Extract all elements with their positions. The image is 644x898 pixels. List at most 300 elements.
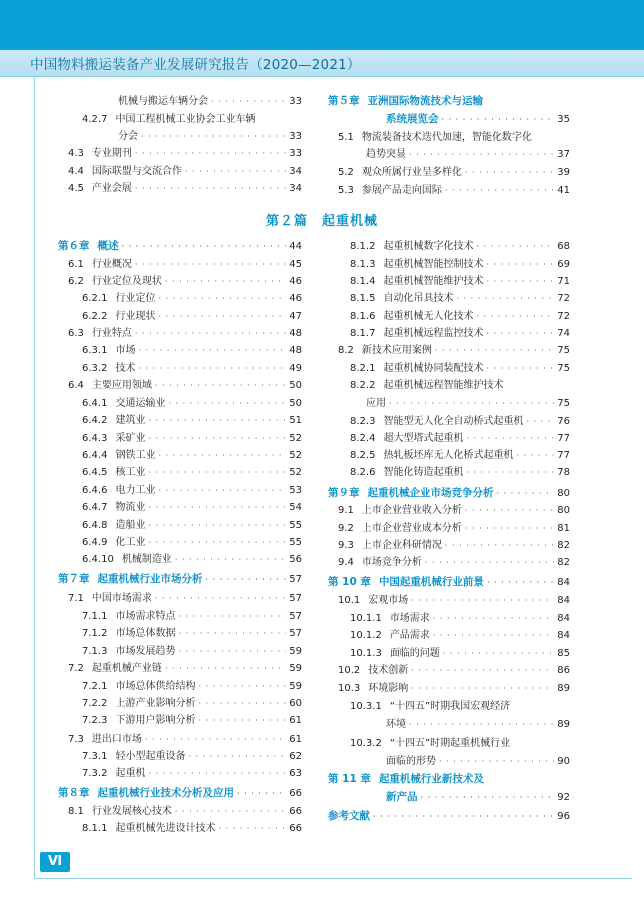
toc-entry (82, 432, 302, 445)
toc-entry-number: 6.4.2 (82, 415, 108, 426)
toc-entry-title: 参展产品走向国际 (361, 185, 442, 196)
toc-page-number: 75 (557, 398, 570, 409)
toc-dot-leader (411, 682, 554, 695)
toc-entry-title: 技术 (115, 363, 136, 374)
toc-page-number: 96 (557, 811, 570, 822)
toc-entry-title: 系统展览会 (386, 113, 439, 125)
toc-page-number: 89 (557, 683, 570, 694)
toc-entry-title: 专业期刊 (91, 148, 132, 159)
toc-entry-number: 6.3.1 (82, 345, 108, 356)
toc-entry-number: 8.1.3 (350, 259, 376, 270)
toc-entry-number: 6.4.6 (82, 485, 108, 496)
toc-chapter-entry (58, 240, 302, 253)
toc-dot-leader (237, 787, 286, 800)
toc-entry-number: 4.3 (68, 148, 84, 159)
toc-entry-number: 6.4 (68, 380, 84, 391)
toc-entry (350, 415, 570, 428)
toc-page-number: 62 (289, 751, 302, 762)
toc-entry-number: 8.2.1 (350, 363, 376, 374)
toc-entry (82, 610, 302, 623)
toc-dot-leader (466, 466, 554, 479)
toc-page-number: 46 (289, 293, 302, 304)
toc-entry-number: 8.1.5 (350, 293, 376, 304)
toc-page-number: 60 (289, 698, 302, 709)
toc-dot-leader (486, 258, 554, 271)
toc-entry-number: 第８章 (58, 787, 90, 799)
toc-entry-number: 4.2.7 (82, 114, 108, 125)
toc-dot-leader (465, 522, 554, 535)
toc-entry (68, 258, 302, 271)
toc-entry-title: 采矿业 (115, 433, 146, 444)
toc-dot-leader (433, 612, 554, 625)
toc-entry-number: 第９章 (328, 487, 360, 499)
toc-entry (82, 519, 302, 532)
toc-entry (82, 362, 302, 375)
toc-dot-leader (148, 432, 286, 445)
toc-page-number: 52 (289, 450, 302, 461)
toc-page-number: 75 (557, 345, 570, 356)
toc-entry (338, 664, 570, 677)
toc-entry (82, 645, 302, 658)
toc-entry-title: 市场总体供给结构 (115, 681, 196, 692)
toc-dot-leader (198, 714, 286, 727)
toc-dot-leader (148, 767, 286, 780)
toc-entry-number: 7.1.3 (82, 646, 108, 657)
toc-entry-title: 电力工业 (115, 485, 156, 496)
toc-page-number: 66 (289, 806, 302, 817)
toc-dot-leader (165, 662, 286, 675)
toc-entry (68, 182, 302, 195)
toc-entry (68, 733, 302, 746)
toc-entry-title: 起重机械远程监控技术 (383, 328, 484, 339)
toc-page-number: 74 (557, 328, 570, 339)
toc-entry (82, 767, 302, 780)
toc-entry-number: 6.4.5 (82, 467, 108, 478)
toc-page-number: 84 (557, 595, 570, 606)
toc-entry (82, 466, 302, 479)
toc-entry (350, 700, 570, 713)
toc-entry-number: 第 11 章 (328, 773, 371, 785)
toc-entry-number: 8.1.1 (82, 823, 108, 834)
toc-entry-number: 8.1.6 (350, 311, 376, 322)
toc-page-number: 52 (289, 433, 302, 444)
toc-entry-number: 6.4.4 (82, 450, 108, 461)
toc-entry-number: 5.1 (338, 132, 354, 143)
toc-entry-title: 环境影响 (368, 683, 409, 694)
toc-dot-leader (218, 822, 286, 835)
toc-entry (82, 484, 302, 497)
toc-entry (350, 612, 570, 625)
toc-entry-number: 6.4.9 (82, 537, 108, 548)
toc-entry-number: 7.3 (68, 734, 84, 745)
toc-dot-leader (158, 449, 286, 462)
toc-entry-title: 起重机械行业技术分析及应用 (97, 787, 234, 799)
toc-page-number: 52 (289, 467, 302, 478)
toc-dot-leader (178, 645, 286, 658)
toc-entry-number: 7.3.1 (82, 751, 108, 762)
toc-chapter-entry (58, 787, 302, 800)
toc-entry-title: 轻小型起重设备 (115, 751, 186, 762)
toc-chapter-entry (328, 576, 570, 589)
toc-page-number: 55 (289, 537, 302, 548)
toc-dot-leader (465, 504, 554, 517)
toc-entry-title: 下游用户影响分析 (115, 715, 196, 726)
toc-page-number: 45 (289, 259, 302, 270)
toc-entry (68, 275, 302, 288)
toc-dot-leader (442, 113, 555, 126)
toc-entry-number: 7.2 (68, 663, 84, 674)
toc-entry (68, 147, 302, 160)
toc-entry-title: 中国市场需求 (91, 593, 152, 604)
toc-page-number: 77 (557, 433, 570, 444)
toc-entry-title: 核工业 (115, 467, 146, 478)
toc-page-number: 47 (289, 311, 302, 322)
toc-page-number: 59 (289, 663, 302, 674)
toc-dot-leader (185, 165, 286, 178)
toc-entry (82, 310, 302, 323)
toc-dot-leader (188, 750, 286, 763)
toc-dot-leader (443, 647, 554, 660)
toc-entry-title: 钢铁工业 (115, 450, 156, 461)
toc-entry (82, 750, 302, 763)
toc-dot-leader (135, 182, 286, 195)
toc-dot-leader (516, 449, 554, 462)
toc-dot-leader (421, 791, 555, 804)
toc-page-number: 34 (289, 166, 302, 177)
toc-entry-title: 行业发展核心技术 (91, 806, 172, 817)
toc-dot-leader (135, 147, 286, 160)
toc-dot-leader (486, 362, 554, 375)
toc-entry-title: 超大型塔式起重机 (383, 433, 464, 444)
toc-entry-title: 起重机械企业市场竞争分析 (367, 487, 494, 499)
toc-dot-leader (456, 292, 554, 305)
toc-page-number: 57 (289, 593, 302, 604)
toc-entry-continuation (118, 130, 302, 143)
toc-entry-number: 5.3 (338, 185, 354, 196)
toc-page-number: 59 (289, 681, 302, 692)
toc-entry-title: 技术创新 (368, 665, 409, 676)
toc-entry-title: 上市企业营业收入分析 (361, 505, 462, 516)
toc-page-number: 37 (557, 149, 570, 160)
toc-page-number: 90 (557, 756, 570, 767)
toc-entry-title: 面临的形势 (386, 756, 436, 767)
toc-chapter-entry (328, 95, 570, 108)
toc-entry (338, 504, 570, 517)
toc-entry (82, 822, 302, 835)
toc-entry-title: 行业概况 (91, 259, 132, 270)
toc-entry (68, 805, 302, 818)
toc-dot-leader (486, 327, 554, 340)
toc-entry-title: 起重机械协同装配技术 (383, 363, 484, 374)
toc-entry-number: 8.1.7 (350, 328, 376, 339)
toc-entry-title: 产品需求 (389, 630, 430, 641)
toc-page-number: 34 (289, 183, 302, 194)
toc-page-number: 35 (557, 114, 570, 125)
toc-chapter-entry (328, 773, 570, 786)
toc-entry-title: 环境 (386, 719, 406, 730)
toc-entry-title: 物流装备技术迭代加速，智能化数字化 (361, 132, 532, 143)
page-frame-bottom-rule (34, 878, 632, 879)
toc-entry-title: 上游产业影响分析 (115, 698, 196, 709)
toc-entry-title: 进出口市场 (91, 734, 142, 745)
toc-entry (82, 449, 302, 462)
toc-entry-number: 10.2 (338, 665, 361, 676)
toc-chapter-entry (328, 487, 570, 500)
toc-page-number: 33 (289, 148, 302, 159)
toc-entry-number: 8.1.4 (350, 276, 376, 287)
toc-entry-title: 中国起重机械行业前景 (378, 576, 484, 588)
toc-entry-title: 新技术应用案例 (361, 345, 432, 356)
toc-entry (68, 379, 302, 392)
toc-entry-title: 化工业 (115, 537, 146, 548)
toc-entry (338, 131, 570, 144)
toc-entry-title: 智能型无人化全自动桥式起重机 (383, 416, 524, 427)
toc-entry-number: 7.1 (68, 593, 84, 604)
toc-entry-title: 趋势突显 (366, 149, 406, 160)
toc-page-number: 81 (557, 523, 570, 534)
toc-entry-number: 6.4.3 (82, 433, 108, 444)
toc-entry-title: 起重机械行业新技术及 (378, 773, 484, 785)
toc-entry (350, 647, 570, 660)
toc-entry (82, 501, 302, 514)
toc-page-number: 33 (289, 131, 302, 142)
toc-page-number: 78 (557, 467, 570, 478)
toc-dot-leader (148, 519, 286, 532)
toc-entry-number: 8.2 (338, 345, 354, 356)
toc-entry (82, 292, 302, 305)
toc-dot-leader (465, 166, 554, 179)
toc-dot-leader (198, 680, 286, 693)
toc-dot-leader (476, 240, 554, 253)
toc-entry-number: 6.4.1 (82, 398, 108, 409)
toc-dot-leader (148, 466, 286, 479)
toc-entry-title: 行业定位及现状 (91, 276, 162, 287)
toc-dot-leader (155, 379, 286, 392)
toc-page-number: 61 (289, 734, 302, 745)
toc-entry (68, 662, 302, 675)
toc-chapter-entry (58, 573, 302, 586)
toc-page-number: 59 (289, 646, 302, 657)
toc-entry (350, 737, 570, 750)
toc-entry-continuation (366, 397, 570, 410)
toc-page-number: 92 (557, 792, 570, 803)
toc-dot-leader (135, 327, 286, 340)
toc-entry-title: 分会 (118, 131, 138, 142)
toc-entry-number: 8.2.3 (350, 416, 376, 427)
toc-page-number: 50 (289, 380, 302, 391)
toc-page-number: 48 (289, 345, 302, 356)
toc-page-number: 89 (557, 719, 570, 730)
toc-entry (68, 592, 302, 605)
toc-dot-leader (175, 805, 286, 818)
toc-page-number: 80 (557, 505, 570, 516)
toc-entry (338, 166, 570, 179)
toc-page-number: 80 (557, 488, 570, 499)
toc-entry-title: 行业现状 (115, 311, 156, 322)
toc-page-number: 63 (289, 768, 302, 779)
toc-dot-leader (433, 629, 554, 642)
toc-entry-number: 5.2 (338, 167, 354, 178)
toc-dot-leader (178, 627, 286, 640)
toc-dot-leader (158, 292, 286, 305)
toc-entry-number: 8.2.5 (350, 450, 376, 461)
toc-page-number: 85 (557, 648, 570, 659)
toc-entry-title: 应用 (366, 398, 386, 409)
toc-entry-title: 上市企业科研情况 (361, 540, 442, 551)
toc-dot-leader (389, 397, 554, 410)
toc-entry-title: 国际联盟与交流合作 (91, 166, 182, 177)
toc-entry-number: 6.2 (68, 276, 84, 287)
toc-entry (350, 258, 570, 271)
toc-entry-number: 7.1.1 (82, 611, 108, 622)
toc-page-number: 86 (557, 665, 570, 676)
toc-page-number: 57 (289, 611, 302, 622)
toc-page-number: 69 (557, 259, 570, 270)
toc-entry-number: 9.3 (338, 540, 354, 551)
toc-entry-number: 8.2.6 (350, 467, 376, 478)
toc-dot-leader (425, 556, 554, 569)
toc-entry-continuation (386, 718, 570, 731)
toc-entry-number: 第７章 (58, 573, 90, 585)
toc-dot-leader (178, 610, 286, 623)
toc-page-number: 71 (557, 276, 570, 287)
toc-entry (338, 522, 570, 535)
toc-entry-number: 10.1.1 (350, 613, 382, 624)
toc-entry-title: 面临的问题 (389, 648, 440, 659)
toc-entry-title: 物流业 (115, 502, 146, 513)
toc-entry-title: 市场竞争分析 (361, 557, 422, 568)
toc-entry (338, 594, 570, 607)
toc-entry-number: 7.2.2 (82, 698, 108, 709)
toc-entry-title: 宏观市场 (368, 595, 409, 606)
toc-entry-title: 主要应用领域 (91, 380, 152, 391)
toc-dot-leader (476, 310, 554, 323)
toc-entry-title: 起重机械智能维护技术 (383, 276, 484, 287)
toc-page-number: 33 (289, 96, 302, 107)
toc-chapter-entry (328, 810, 570, 823)
toc-entry-title: 智能化铸造起重机 (383, 467, 464, 478)
toc-entry-title: 起重机械无人化技术 (383, 311, 474, 322)
toc-entry-title: 起重机械行业市场分析 (97, 573, 203, 585)
toc-entry (350, 466, 570, 479)
toc-entry (338, 184, 570, 197)
toc-dot-leader (138, 362, 286, 375)
toc-entry-number: 7.1.2 (82, 628, 108, 639)
toc-page-number: 57 (289, 574, 302, 585)
toc-page-number: 39 (557, 167, 570, 178)
toc-entry-number: 10.3.2 (350, 738, 382, 749)
toc-entry-title: 行业特点 (91, 328, 132, 339)
toc-entry (350, 379, 570, 392)
toc-entry-title: 市场 (115, 345, 136, 356)
toc-entry-title: “十四五”时期起重机械行业 (389, 738, 511, 749)
toc-entry-number: 6.4.10 (82, 554, 114, 565)
toc-entry-title: “十四五”时期我国宏观经济 (389, 701, 511, 712)
toc-entry-number: 4.5 (68, 183, 84, 194)
toc-entry (82, 113, 302, 126)
toc-entry-number: 9.4 (338, 557, 354, 568)
toc-page-number: 57 (289, 628, 302, 639)
toc-dot-leader (409, 148, 554, 161)
toc-entry (68, 327, 302, 340)
toc-dot-leader (435, 344, 554, 357)
toc-page-number: 54 (289, 502, 302, 513)
toc-page-number: 68 (557, 241, 570, 252)
toc-entry-continuation (386, 755, 570, 768)
toc-dot-leader (373, 810, 554, 823)
toc-entry-number: 9.2 (338, 523, 354, 534)
toc-entry-number: 6.4.7 (82, 502, 108, 513)
toc-entry-number: 7.3.2 (82, 768, 108, 779)
toc-entry-title: 自动化吊具技术 (383, 293, 454, 304)
toc-entry-title: 市场需求 (389, 613, 430, 624)
toc-entry-title: 市场发展趋势 (115, 646, 176, 657)
toc-entry-continuation (118, 95, 302, 108)
toc-entry-number: 8.2.4 (350, 433, 376, 444)
toc-entry-title: 起重机 (115, 768, 146, 779)
toc-entry (82, 714, 302, 727)
toc-entry-number: 4.4 (68, 166, 84, 177)
toc-entry-title: 参考文献 (328, 810, 370, 822)
toc-entry-title: 起重机械产业链 (91, 663, 162, 674)
toc-dot-leader (445, 184, 554, 197)
toc-entry-title: 建筑业 (115, 415, 146, 426)
toc-page-number: 72 (557, 311, 570, 322)
toc-entry-number: 8.2.2 (350, 380, 376, 391)
toc-entry (82, 344, 302, 357)
toc-page-number: 77 (557, 450, 570, 461)
toc-entry-title: 机械与搬运车辆分会 (118, 96, 208, 107)
toc-dot-leader (138, 344, 286, 357)
toc-entry-number: 10.1 (338, 595, 361, 606)
toc-entry-title: 交通运输业 (115, 398, 166, 409)
toc-entry (82, 680, 302, 693)
toc-dot-leader (445, 539, 554, 552)
toc-page-number: 82 (557, 557, 570, 568)
toc-dot-leader (198, 697, 286, 710)
toc-page-number: 51 (289, 415, 302, 426)
toc-page-number: 48 (289, 328, 302, 339)
toc-dot-leader (206, 573, 287, 586)
toc-entry-title: 概述 (97, 240, 119, 252)
part-heading: 第２篇 起重机械 (265, 214, 378, 229)
toc-entry-title: 热轧板坯库无人化桥式起重机 (383, 450, 514, 461)
toc-entry-continuation (366, 148, 570, 161)
toc-dot-leader (411, 664, 554, 677)
toc-dot-leader (122, 240, 287, 253)
toc-page-number: 84 (557, 613, 570, 624)
toc-entry-title: 新产品 (386, 791, 418, 803)
toc-dot-leader (439, 755, 554, 768)
toc-page-number: 66 (289, 788, 302, 799)
toc-dot-leader (175, 553, 286, 566)
toc-entry-title: 产业会展 (91, 183, 132, 194)
toc-entry (350, 292, 570, 305)
toc-entry-title: 行业定位 (115, 293, 156, 304)
toc-entry (82, 414, 302, 427)
toc-entry-title: 市场总体数据 (115, 628, 176, 639)
toc-dot-leader (148, 501, 286, 514)
toc-dot-leader (466, 432, 554, 445)
toc-entry (82, 627, 302, 640)
toc-entry-title: 机械制造业 (121, 554, 172, 565)
toc-dot-leader (409, 718, 554, 731)
toc-entry-number: 第 10 章 (328, 576, 371, 588)
toc-entry-number: 8.1.2 (350, 241, 376, 252)
toc-entry-title: 起重机械数字化技术 (383, 241, 474, 252)
page-frame-left-rule (34, 76, 35, 878)
toc-dot-leader (141, 130, 286, 143)
